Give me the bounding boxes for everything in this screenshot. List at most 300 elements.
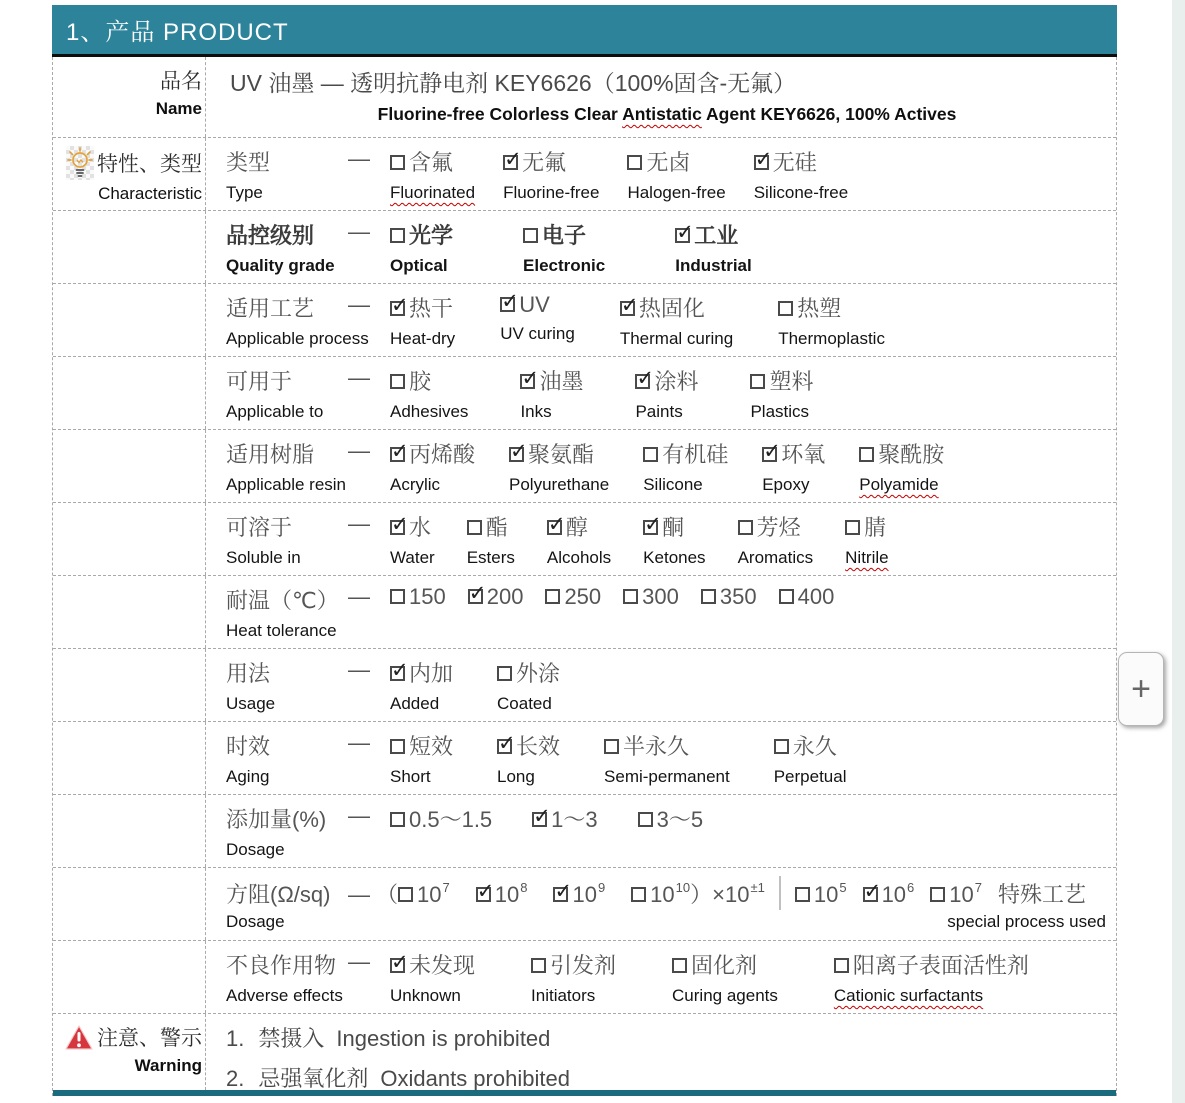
option-label-en: Acrylic [390,475,441,494]
checkbox-adhesives[interactable] [390,374,405,389]
option-long [497,730,560,787]
option-label-en: Paints [635,402,683,421]
options-cell [206,649,1116,721]
left-cell [53,795,206,867]
special-process-en: special process used [947,912,1106,931]
option-label-en: Unknown [390,986,461,1005]
warning-item-2-en: Oxidants prohibited [380,1066,570,1091]
option-zh-line [500,292,575,318]
option-zh-line [497,730,560,761]
option-label-zh: UV [519,292,550,317]
option-zh-line [635,365,698,396]
checkbox-short[interactable] [390,739,405,754]
left-cell [53,576,206,648]
dash-separator: — [348,438,370,463]
warning-label-en: Warning [134,1056,202,1075]
option-label-en: Added [390,694,440,713]
option-label-zh: 半永久 [623,734,690,759]
option-perpetual [774,730,847,787]
left-cell [53,941,206,1013]
checkbox-350[interactable] [701,589,716,604]
option-zh-line [497,657,560,688]
option-label-en: Nitrile [845,548,889,567]
option-label-zh: 150 [409,584,446,609]
row-label-en: Soluble in [226,548,301,567]
dash-separator: — [348,657,370,682]
option-label-zh: 含氟 [409,150,454,175]
option-label-en: Alcohols [546,548,612,567]
row-label [226,657,348,714]
option-fluorinated [390,146,475,203]
option-label-zh: 热干 [409,296,454,321]
option-zh-line [390,146,475,177]
option-label-zh: 塑料 [769,369,814,394]
option-label-en: Silicone-free [753,183,849,202]
resistance-option-10-5: $10^5$ [795,882,847,907]
option-zh-line [627,146,725,177]
warning-label-cell [53,1014,206,1090]
special-process-zh: 特殊工艺 [998,882,1087,907]
warning-label-zh: 注意、警示 [97,1027,202,1050]
checkbox-0-5-1-5[interactable] [390,812,405,827]
page-edge-strip [1172,0,1185,1103]
options-cell [206,284,1116,356]
checkbox-250[interactable] [545,589,560,604]
dash-separator: — [348,146,370,171]
row-label-en: Dosage [226,840,285,859]
option-plastics [750,365,813,422]
row-label [226,365,348,422]
option-label-en: Inks [520,402,552,421]
row-label-zh: 适用工艺 [226,296,315,321]
options-cell [206,868,1116,940]
option-zh-line [701,584,757,610]
row-label-en: Type [226,183,263,202]
row-label [226,803,348,860]
spec-row-applicable-process [53,284,1116,357]
option-zh-line [532,803,597,834]
row-label-zh: 品控级别 [226,223,315,248]
options-cell [206,138,1116,210]
option-zh-line [620,292,733,323]
option-label-zh: 热塑 [797,296,842,321]
option-label-zh: 丙烯酸 [409,442,476,467]
option-label-zh: 200 [486,584,524,609]
checkbox-cationic-surfactants[interactable] [834,958,849,973]
option-polyurethane [509,438,609,495]
option-label-en: Plastics [750,402,810,421]
row-label-en: Dosage [226,912,285,931]
name-row-content [206,57,1116,137]
warning-item-2-zh: 忌强氧化剂 [258,1066,369,1091]
checkbox-perpetual[interactable] [774,739,789,754]
dash-separator: — [348,882,370,907]
option-zh-line [738,511,814,542]
checkbox-10-7[interactable] [930,887,945,902]
option-label-zh: 涂料 [654,369,699,394]
option-zh-line [390,584,446,610]
option-zh-line [779,584,835,610]
option-label-en: Aromatics [737,548,814,567]
resistance-option-10-10: $10^{10}$ [631,882,690,907]
times-ten-tolerance: $\times 10^{\pm 1}$ [712,879,765,907]
dash-separator: — [348,292,370,317]
checkbox-thermal-curing-checked[interactable] [620,301,635,316]
row-label [226,730,348,787]
name-row-label-cell [53,57,206,137]
checkbox-200-checked[interactable] [468,589,483,604]
product-title-en-part2: Agent KEY6626, 100% Actives [701,104,957,124]
checkbox-10-8-checked[interactable] [476,887,491,902]
row-label-zh: 时效 [226,734,271,759]
option-initiators [531,949,616,1006]
option-label-zh: 3～5 [656,807,704,832]
options-cell [206,722,1116,794]
option-label-zh: 芳烃 [756,515,801,540]
row-label-en: Usage [226,694,276,713]
characteristic-label-zh-line [55,146,202,180]
checkbox-optical[interactable] [390,228,405,243]
row-label [226,219,348,276]
option-zh-line [778,292,885,323]
checkbox-semi-permanent[interactable] [604,739,619,754]
option-label-zh: 永久 [792,734,837,759]
left-cell [53,503,206,575]
option-unknown [390,949,475,1006]
option-epoxy [762,438,825,495]
option-short [390,730,453,787]
option-label-en: Perpetual [773,767,847,786]
checkbox-acrylic-checked[interactable] [390,447,405,462]
lightbulb-icon [66,146,94,180]
checkbox-curing-agents[interactable] [672,958,687,973]
option-label-zh: 长效 [516,734,561,759]
checkbox-halogen-free[interactable] [627,155,642,170]
checkbox-10-7[interactable] [398,887,413,902]
option-zh-line [750,365,813,396]
spec-row-adverse-effects [53,941,1116,1014]
option-zh-line [468,584,524,610]
checkbox-long-checked[interactable] [497,739,512,754]
option-label-zh: 腈 [864,515,887,540]
row-label [226,584,348,641]
checkbox-plastics[interactable] [750,374,765,389]
checkbox-paints-checked[interactable] [635,374,650,389]
checkbox-10-9-checked[interactable] [553,887,568,902]
option-zh-line [675,219,752,250]
option-label-zh: 热固化 [638,296,705,321]
row-label-en: Applicable resin [226,475,347,494]
options-cell [206,430,1116,502]
spec-row-soluble-in [53,503,1116,576]
option-label-zh: 400 [797,584,835,609]
spec-row-applicable-to [53,357,1116,430]
row-label [226,292,369,349]
checkbox-water-checked[interactable] [390,520,405,535]
option-label-zh: 聚氨酯 [528,442,595,467]
checkbox-1-3-checked[interactable] [532,812,547,827]
option-zh-line [774,730,847,761]
option-zh-line [467,511,515,542]
option-adhesives [390,365,468,422]
product-title-en-part1: Fluorine-free Colorless Clear [377,104,623,124]
option-halogen-free [627,146,725,203]
option-label-en: Esters [466,548,515,567]
option-zh-line [545,584,601,610]
left-cell [53,430,206,502]
row-label [226,438,348,495]
option-label-en: Adhesives [390,402,469,421]
checkbox-ketones-checked[interactable] [643,520,658,535]
option-heat-dry [390,292,455,349]
option-label-zh: 光学 [409,223,454,248]
warning-content [206,1014,1116,1090]
option-optical [390,219,453,276]
checkbox-esters[interactable] [467,520,482,535]
option-polyamide [859,438,944,495]
row-label [226,949,348,1006]
divider-bar [779,876,781,910]
option-label-zh: 环氧 [781,442,826,467]
section-header [52,5,1117,57]
option-zh-line [672,949,778,980]
left-cell [53,284,206,356]
checkbox-10-5[interactable] [795,887,810,902]
product-title-en [226,104,1108,125]
checkbox-400[interactable] [779,589,794,604]
checkbox-aromatics[interactable] [738,520,753,535]
checkbox-300[interactable] [623,589,638,604]
option-curing-agents [672,949,778,1006]
checkbox-fluorinated[interactable] [390,155,405,170]
checkbox-fluorine-free-checked[interactable] [503,155,518,170]
option-400 [779,584,835,610]
product-title-zh: UV 油墨 — 透明抗静电剂 KEY6626（100%固含-无氟） [230,70,797,96]
warning-label-zh-line [55,1022,202,1052]
option-label-zh: 固化剂 [691,953,758,978]
option-1-3 [532,803,597,834]
option-label-zh: 工业 [694,223,739,248]
checkbox-added-checked[interactable] [390,666,405,681]
option-label-en: Heat-dry [390,329,456,348]
product-datasheet [52,5,1117,1096]
dash-separator: — [348,584,370,609]
spec-table [52,57,1117,1096]
option-label-en: Electronic [523,256,606,275]
options-cell [206,211,1116,283]
spec-row-usage [53,649,1116,722]
option-label-en: Fluorinated [390,183,476,202]
checkbox-inks-checked[interactable] [520,374,535,389]
option-label-en: Polyamide [859,475,939,494]
checkbox-alcohols-checked[interactable] [547,520,562,535]
option-300 [623,584,679,610]
option-alcohols [547,511,611,568]
resistance-option-10-7: $10^7$ [398,882,450,907]
option-label-zh: 阳离子表面活性剂 [852,953,1029,978]
option-zh-line [509,438,609,469]
spec-row-dosage [53,795,1116,868]
option-label-en: Water [390,548,435,567]
option-zh-line [520,365,583,396]
option-uv-curing [500,292,575,344]
option-zh-line [859,438,944,469]
row-label-zh: 方阻(Ω/sq) [226,882,331,907]
left-cell [53,868,206,940]
warning-row [53,1014,1116,1090]
options-cell [206,357,1116,429]
row-label [226,146,348,203]
checkbox-10-6-checked[interactable] [863,887,878,902]
checkbox-3-5[interactable] [638,812,653,827]
option-coated [497,657,560,714]
option-zh-line [834,949,1029,980]
checkbox-industrial-checked[interactable] [675,228,690,243]
option-zh-line [643,438,728,469]
option-label-zh: 水 [409,515,432,540]
options-cell [206,795,1116,867]
checkbox-polyurethane-checked[interactable] [509,447,524,462]
option-zh-line [390,949,475,980]
option-paints [635,365,698,422]
checkbox-epoxy-checked[interactable] [762,447,777,462]
option-label-zh: 电子 [542,223,587,248]
option-label-en: Optical [390,256,448,275]
checkbox-initiators[interactable] [531,958,546,973]
spec-row-type [53,138,1116,211]
option-zh-line [623,584,679,610]
insert-row-button[interactable]: + [1118,652,1164,726]
resistance-english-line [226,912,1108,932]
dash-separator: — [348,511,370,536]
checkbox-uv-curing-checked[interactable] [500,297,515,312]
option-label-en: Short [390,767,431,786]
option-label-en: Long [497,767,535,786]
option-zh-line [531,949,616,980]
option-zh-line [754,146,849,177]
option-zh-line [762,438,825,469]
dash-separator: — [348,365,370,390]
option-label-en: Halogen-free [627,183,726,202]
checkbox-polyamide[interactable] [859,447,874,462]
row-label-zh: 耐温（℃） [226,588,339,613]
option-label-zh: 外涂 [516,661,561,686]
option-added [390,657,453,714]
checkbox-silicone[interactable] [643,447,658,462]
option-label-zh: 无硅 [772,150,817,175]
row-label-en: Applicable to [226,402,324,421]
checkbox-electronic[interactable] [523,228,538,243]
option-zh-line [390,219,453,250]
option-zh-line [390,292,455,323]
option-zh-line [390,511,435,542]
option-label-zh: 350 [719,584,757,609]
option-label-zh: 引发剂 [550,953,617,978]
checkbox-unknown-checked[interactable] [390,958,405,973]
resistance-option-10-8: ✓ $10^8$ [476,882,528,907]
dash-separator: — [348,803,370,828]
spec-rows [53,138,1116,1014]
row-label [226,511,348,568]
spec-row-applicable-resin [53,430,1116,503]
checkbox-thermoplastic[interactable] [778,301,793,316]
option-150 [390,584,446,610]
option-zh-line [390,365,468,396]
left-cell [53,211,206,283]
option-nitrile [845,511,888,568]
option-esters [467,511,515,568]
row-label-zh: 添加量(%) [226,807,327,832]
option-250 [545,584,601,610]
checkbox-150[interactable] [390,589,405,604]
option-label-en: Industrial [675,256,752,275]
resistance-option-10-7: $10^7$ [930,882,982,907]
warning-item-1-en: Ingestion is prohibited [336,1026,551,1051]
option-zh-line [643,511,705,542]
left-cell [53,357,206,429]
option-label-zh: 1～3 [551,807,598,832]
resistance-option-10-9: ✓ $10^9$ [553,882,605,907]
option-200 [468,584,524,610]
option-label-zh: 油墨 [539,369,584,394]
option-label-zh: 酯 [485,515,508,540]
checkbox-10-10[interactable] [631,887,646,902]
option-label-zh: 250 [564,584,602,609]
warning-item-1 [226,1022,1108,1053]
option-label-en: Polyurethane [509,475,610,494]
option-label-zh: 未发现 [409,953,476,978]
name-label-en: Name [155,99,202,118]
option-thermoplastic [778,292,885,349]
option-label-zh: 有机硅 [662,442,729,467]
checkbox-coated[interactable] [497,666,512,681]
dash-separator: — [348,219,370,244]
option-zh-line [390,438,475,469]
option-water [390,511,435,568]
option-label-zh: 酮 [662,515,685,540]
warning-item-1-number: 1. [226,1026,245,1051]
dash-separator: — [348,949,370,974]
spec-row-dosage [53,868,1116,941]
option-zh-line [638,803,703,834]
options-cell [206,576,1116,648]
option-label-zh: 300 [642,584,679,609]
left-cell [53,649,206,721]
checkbox-silicone-free-checked[interactable] [754,155,769,170]
option-label-en: Silicone [643,475,703,494]
name-label-zh: 品名 [160,70,202,93]
row-label-zh: 可用于 [226,369,293,394]
option-label-zh: 无氟 [522,150,567,175]
option-zh-line [390,730,453,761]
option-350 [701,584,757,610]
option-label-zh: 内加 [409,661,454,686]
option-aromatics [738,511,814,568]
checkbox-nitrile[interactable] [845,520,860,535]
spec-row-heat-tolerance [53,576,1116,649]
option-ketones [643,511,705,568]
option-silicone-free [754,146,849,203]
option-label-en: Thermal curing [619,329,734,348]
name-row [53,57,1116,138]
dash-separator: — [348,730,370,755]
paren-open: （ [376,882,399,907]
option-label-en: Ketones [643,548,706,567]
option-label-en: Fluorine-free [503,183,600,202]
checkbox-heat-dry-checked[interactable] [390,301,405,316]
option-zh-line [523,219,605,250]
paren-close: ） [690,882,713,907]
